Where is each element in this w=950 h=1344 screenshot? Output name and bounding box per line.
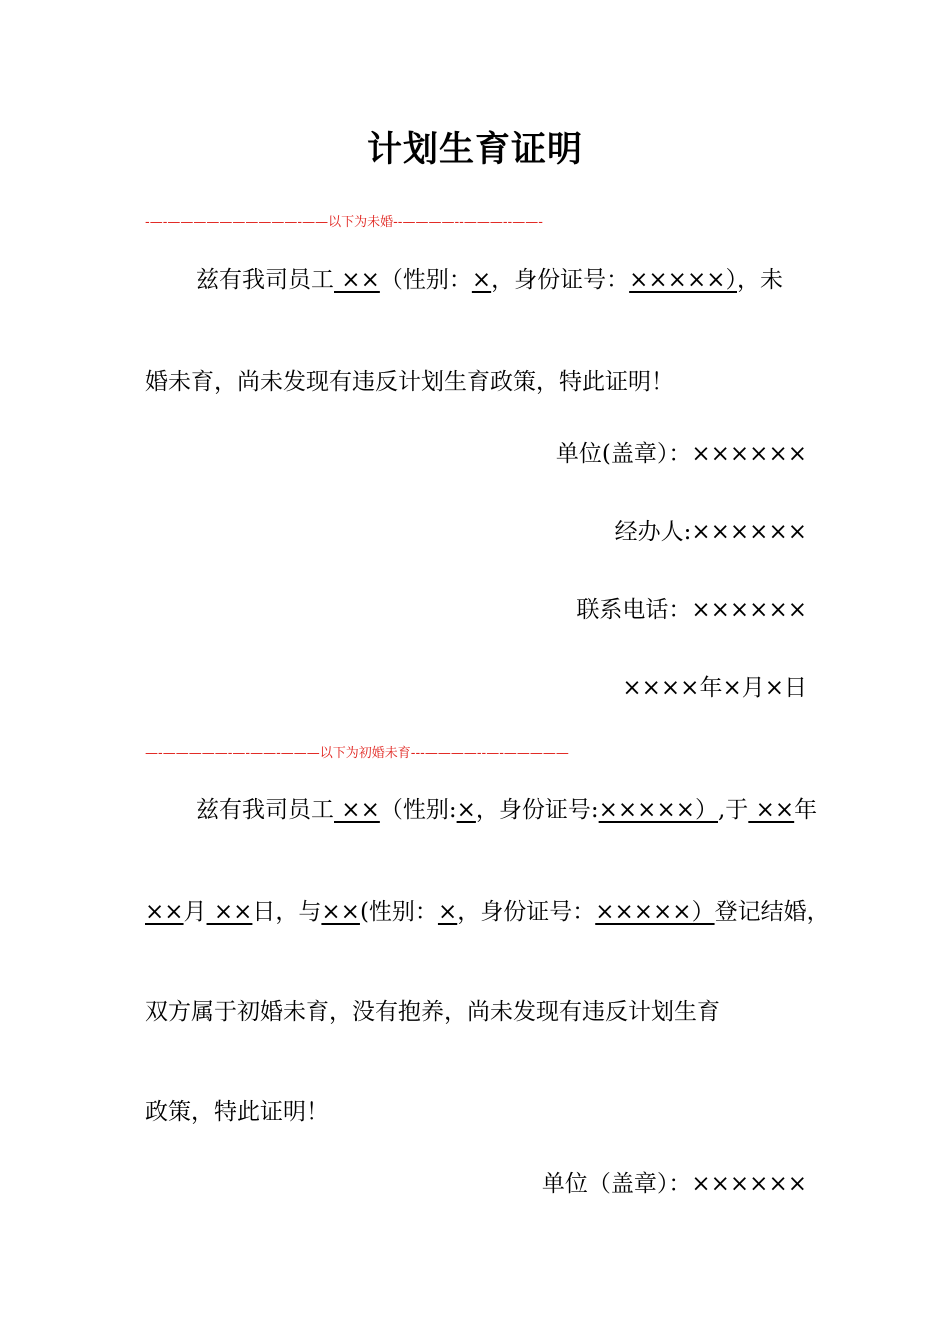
text-segment: 日，与 bbox=[252, 899, 322, 925]
employee-name-blank: ×× bbox=[334, 267, 380, 293]
spouse-id-number-blank: ×××××） bbox=[595, 899, 715, 925]
unmarried-line-2: 婚未育，尚未发现有违反计划生育政策，特此证明！ bbox=[145, 369, 674, 395]
text-segment: (性别： bbox=[359, 899, 438, 925]
unmarried-line-1 bbox=[196, 264, 836, 296]
employee-name-blank: ×× bbox=[334, 797, 380, 823]
text-segment: ,于 bbox=[718, 797, 749, 823]
first-marriage-line-1 bbox=[196, 794, 836, 826]
first-marriage-line-2 bbox=[145, 896, 845, 928]
document-title: 计划生育证明 bbox=[366, 129, 583, 170]
spouse-name-blank: ×× bbox=[321, 899, 360, 925]
unmarried-phone: 联系电话：×××××× bbox=[576, 597, 807, 623]
text-segment: ，未 bbox=[737, 267, 783, 293]
section-divider-first-marriage: —-—————-—-——-———以下为初婚未育---————--—-————— bbox=[145, 746, 569, 761]
id-number-blank: ×××××） bbox=[629, 267, 737, 293]
spouse-gender-blank: × bbox=[437, 899, 458, 925]
text-segment: 兹有我司员工 bbox=[196, 267, 334, 293]
text-segment: 年 bbox=[794, 797, 818, 823]
gender-blank: × bbox=[471, 267, 492, 293]
text-segment: ，身份证号： bbox=[491, 267, 630, 293]
text-segment: （性别: bbox=[379, 797, 457, 823]
gender-blank: × bbox=[456, 797, 476, 823]
unmarried-handler: 经办人:×××××× bbox=[614, 519, 807, 545]
month-blank: ×× bbox=[145, 899, 184, 925]
text-segment: 登记结婚， bbox=[714, 899, 830, 925]
text-segment: ，身份证号: bbox=[475, 797, 599, 823]
day-blank: ×× bbox=[206, 899, 253, 925]
text-segment: （性别： bbox=[379, 267, 472, 293]
text-segment: 月 bbox=[183, 899, 207, 925]
id-number-blank: ×××××） bbox=[598, 797, 718, 823]
text-segment: ，身份证号： bbox=[457, 899, 596, 925]
first-marriage-line-3: 双方属于初婚未育，没有抱养，尚未发现有违反计划生育 bbox=[145, 999, 720, 1025]
unmarried-unit-seal: 单位(盖章）：×××××× bbox=[555, 441, 807, 467]
first-marriage-unit-seal: 单位（盖章）：×××××× bbox=[541, 1171, 807, 1197]
year-blank: ×× bbox=[748, 797, 795, 823]
text-segment: 兹有我司员工 bbox=[196, 797, 334, 823]
section-divider-unmarried: -—-——————————-——以下为未婚--————--———--——- bbox=[145, 215, 543, 230]
first-marriage-line-4: 政策，特此证明！ bbox=[145, 1099, 329, 1125]
unmarried-date: ××××年×月×日 bbox=[622, 675, 807, 701]
